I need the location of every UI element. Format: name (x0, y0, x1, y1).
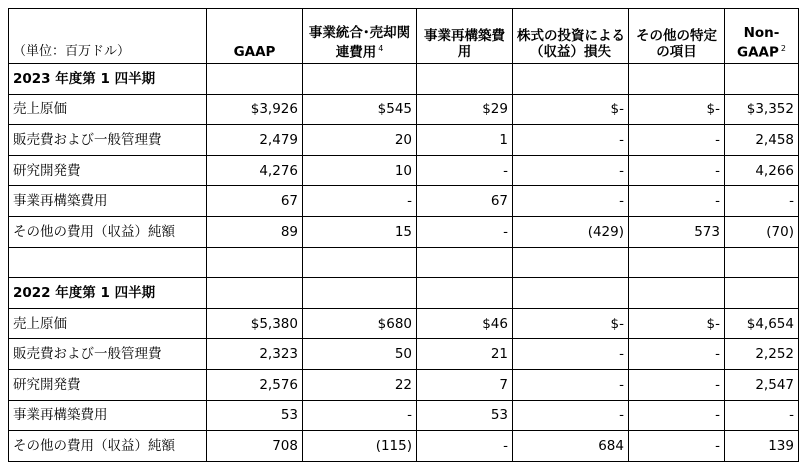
footnote-marker: 2 (780, 43, 786, 53)
row-label: 販売費および一般管理費 (9, 125, 207, 156)
col-header-line: GAAP (233, 44, 276, 60)
value-cell: 50 (303, 339, 417, 370)
table-row (9, 186, 799, 217)
table-row (9, 431, 799, 462)
empty-cell (513, 247, 629, 278)
value-cell: 67 (207, 186, 303, 217)
col-header-other-items (629, 9, 725, 64)
table-row (9, 216, 799, 247)
value-cell: 15 (303, 216, 417, 247)
table-row (9, 125, 799, 156)
value-cell: (115) (303, 431, 417, 462)
value-cell: $545 (303, 94, 417, 125)
value-cell: - (629, 186, 725, 217)
empty-cell (207, 64, 303, 95)
empty-cell (725, 278, 799, 309)
value-cell: $5,380 (207, 308, 303, 339)
value-cell: $46 (417, 308, 513, 339)
value-cell: 1 (417, 125, 513, 156)
empty-cell (513, 278, 629, 309)
value-cell: - (725, 400, 799, 431)
value-cell: - (417, 216, 513, 247)
empty-cell (513, 64, 629, 95)
value-cell: - (417, 155, 513, 186)
value-cell: 2,547 (725, 369, 799, 400)
col-header-line: GAAP (737, 44, 779, 60)
value-cell: - (629, 400, 725, 431)
empty-cell (417, 64, 513, 95)
value-cell: 2,479 (207, 125, 303, 156)
value-cell: (70) (725, 216, 799, 247)
value-cell: - (303, 186, 417, 217)
table-body (9, 9, 799, 462)
value-cell: $- (513, 308, 629, 339)
value-cell: 2,252 (725, 339, 799, 370)
col-header-line: の項目 (656, 44, 697, 60)
col-header-integration-costs (303, 9, 417, 64)
value-cell: 4,266 (725, 155, 799, 186)
value-cell: 684 (513, 431, 629, 462)
value-cell: 89 (207, 216, 303, 247)
row-label: 売上原価 (9, 308, 207, 339)
table-row (9, 94, 799, 125)
value-cell: - (513, 186, 629, 217)
col-header-non-gaap (725, 9, 799, 64)
col-header-line: （収益）損失 (530, 44, 611, 60)
value-cell: (429) (513, 216, 629, 247)
value-cell: 53 (207, 400, 303, 431)
value-cell: 2,323 (207, 339, 303, 370)
col-header-line: 連費用 (335, 44, 377, 60)
value-cell: 7 (417, 369, 513, 400)
value-cell: 53 (417, 400, 513, 431)
col-header-line: 事業再構築費 (424, 28, 505, 44)
col-header-gaap (207, 9, 303, 64)
empty-cell (629, 278, 725, 309)
value-cell: 573 (629, 216, 725, 247)
value-cell: $3,926 (207, 94, 303, 125)
row-label: その他の費用（収益）純額 (9, 431, 207, 462)
col-header-equity-investments (513, 9, 629, 64)
value-cell: 10 (303, 155, 417, 186)
empty-cell (303, 64, 417, 95)
value-cell: $- (629, 308, 725, 339)
row-label: 事業再構築費用 (9, 400, 207, 431)
value-cell: $- (513, 94, 629, 125)
col-header-restructuring (417, 9, 513, 64)
table-row (9, 339, 799, 370)
col-header-line: 事業統合･売却関 (308, 24, 411, 41)
value-cell: - (629, 155, 725, 186)
value-cell: - (513, 400, 629, 431)
table-row (9, 308, 799, 339)
section-title-row (9, 64, 799, 95)
empty-cell (207, 247, 303, 278)
col-header-line: その他の特定 (636, 28, 717, 44)
empty-cell (725, 247, 799, 278)
empty-cell (9, 247, 207, 278)
value-cell: 67 (417, 186, 513, 217)
empty-cell (725, 64, 799, 95)
empty-cell (303, 247, 417, 278)
row-label: その他の費用（収益）純額 (9, 216, 207, 247)
value-cell: 2,458 (725, 125, 799, 156)
col-header-line: 株式の投資による (517, 28, 625, 44)
value-cell: 21 (417, 339, 513, 370)
empty-cell (417, 278, 513, 309)
value-cell: - (513, 125, 629, 156)
empty-cell (629, 247, 725, 278)
empty-cell (303, 278, 417, 309)
value-cell: 2,576 (207, 369, 303, 400)
value-cell: - (629, 369, 725, 400)
value-cell: 22 (303, 369, 417, 400)
value-cell: $3,352 (725, 94, 799, 125)
empty-cell (629, 64, 725, 95)
value-cell: - (513, 155, 629, 186)
value-cell: - (513, 369, 629, 400)
row-label: 売上原価 (9, 94, 207, 125)
value-cell: 4,276 (207, 155, 303, 186)
value-cell: 708 (207, 431, 303, 462)
row-label: 事業再構築費用 (9, 186, 207, 217)
value-cell: - (629, 431, 725, 462)
value-cell: - (303, 400, 417, 431)
table-row (9, 369, 799, 400)
section-title: 2023 年度第 1 四半期 (9, 64, 207, 95)
value-cell: - (417, 431, 513, 462)
table-row (9, 400, 799, 431)
value-cell: - (629, 339, 725, 370)
value-cell: $- (629, 94, 725, 125)
empty-cell (207, 278, 303, 309)
value-cell: - (725, 186, 799, 217)
row-label: 販売費および一般管理費 (9, 339, 207, 370)
section-title: 2022 年度第 1 四半期 (9, 278, 207, 309)
col-header-line: Non- (743, 24, 780, 41)
empty-cell (417, 247, 513, 278)
unit-label: （単位：百万ドル） (9, 9, 207, 64)
table-row (9, 155, 799, 186)
value-cell: 139 (725, 431, 799, 462)
row-label: 研究開発費 (9, 155, 207, 186)
non-gaap-reconciliation-table (8, 8, 799, 462)
value-cell: 20 (303, 125, 417, 156)
header-row (9, 9, 799, 64)
value-cell: - (629, 125, 725, 156)
spacer-row (9, 247, 799, 278)
col-header-line: 用 (457, 44, 472, 60)
value-cell: $680 (303, 308, 417, 339)
section-title-row (9, 278, 799, 309)
footnote-marker: 4 (378, 43, 384, 53)
value-cell: $4,654 (725, 308, 799, 339)
value-cell: - (513, 339, 629, 370)
value-cell: $29 (417, 94, 513, 125)
row-label: 研究開発費 (9, 369, 207, 400)
